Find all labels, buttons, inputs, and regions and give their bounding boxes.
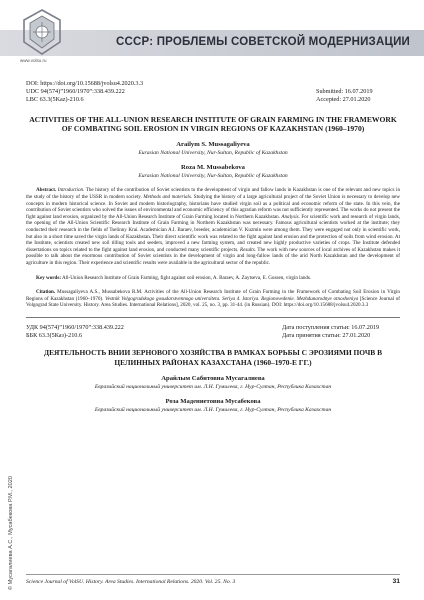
results-label: Results. [239,246,256,253]
methods-label: Methods and materials. [143,194,193,201]
copyright-sidebar [6,440,16,590]
copyright-text: © Мусагалиева А.С., Мусабекова Р.М., 2020 [8,476,14,590]
udc-ru: УДК 94(574)”1960/1970”:338.439.222 [26,323,124,331]
citation-rest[interactable]: [Science Journal of Volgograd State University. History. Area Studies. International Relations], 2020, vol. 25, no. 3, pp. 31-44. (in Russian). DOI: https://doi.org/10.15688/jvolsu4.2020.3.3 [26,295,400,309]
meta-ru [26,324,400,340]
analysis-label: Analysis. [281,213,300,220]
author-name-ru: Роза Мадениетовна Мусабекова [165,398,261,406]
meta-en [26,80,400,105]
keywords-label: Key words: [36,274,62,281]
section-title: СССР: ПРОБЛЕМЫ СОВЕТСКОЙ МОДЕРНИЗАЦИИ [116,36,410,48]
methods-text: Studying the history of a large agricultural project of the Soviet Union is necessary to develop new concepts in modern historical science. In Soviet and modern historiography, historians have studied virgin soil as a political and economic reform of the state. In this vein, the contribution of Soviet scientists who solved the issues of environmental and economic efficiency of this agrarian reform was not sufficiently represented. The works do not present the fight against land erosion, organized by the All-Union Research Institute of Grain Farming located in Northern Kazakhstan. [26,194,400,220]
page-footer [26,578,400,585]
intro-label: Introduction. [57,187,85,194]
author-affiliation-ru: Евразийский национальный университет им. Л.Н. Гумилева, г. Нур-Султан, Республика Казахстан [94,384,332,391]
author-affiliation-en: Eurasian National University, Nur-Sultan, Republic of Kazakhstan [138,150,288,157]
author-name-ru: Арайлым Сабитовна Мусагалиева [161,375,265,383]
article-content [26,80,400,413]
submitted-ru: Дата поступления статьи: 16.07.2019 [282,323,380,331]
university-logo-icon [20,8,64,58]
citation-label: Citation. [36,289,56,296]
intro-text: The history of the contribution of Soviet scientists to the development of virgin and fallow lands in Kazakhstan is one of the relevant and new topics in the study of the history of the USSR in modern society. [26,187,400,201]
author-name-en: Roza M. Mussabekova [181,164,245,172]
accepted-ru: Дата принятия статьи: 27.01.2020 [282,332,371,340]
section-divider [26,317,400,318]
journal-header [0,0,424,62]
accepted-en: Accepted: 27.01.2020 [316,96,371,104]
abstract [26,187,400,266]
lbc-ru: ББК 63.3(5Каз)-210.6 [26,332,83,340]
article-title-en: ACTIVITIES OF THE ALL-UNION RESEARCH INSTITUTE OF GRAIN FARMING IN THE FRAMEWORK OF COMBATING SOIL EROSION IN VIRGIN REGIONS OF KAZAKHSTAN (1960–1970) [29,114,397,134]
footer-rule [26,574,400,575]
udc-en: UDC 94(574)”1960/1970”:338.439.222 [26,88,125,96]
doi-en[interactable]: DOI: https://doi.org/10.15688/jvolsu4.2020.3.3 [26,80,144,87]
abstract-label: Abstract. [36,187,57,194]
author-affiliation-ru: Евразийский национальный университет им. Л.Н. Гумилева, г. Нур-Султан, Республика Казахстан [94,407,332,414]
footer-journal: Science Journal of VolSU. History. Area Studies. International Relations. 2020. Vol. 25. No. 3 [26,579,236,585]
lbc-en: LBC 63.3(5Kaz)-210.6 [26,96,84,104]
citation-authors: Mussagaliyeva A.S., Mussabekova R.M. Activities of the All-Union Research Institute of Grain Farming in the Framework of Combating Soil Erosion in Virgin Regions of Kazakhstan (1960–1970). [26,289,400,302]
analysis-text: For scientific work and research of virgin lands, the opening of the All-Union Scientific Research Institute of Grain Farming in Northern Kazakhstan was necessary. Famous agricultural scientists worked at the institute; they conducted their research in the fields of Tselinny Krai. Academician A.I. Baraev, breeder, academician V. Kuzmin were among them. They were engaged not only in scientific work, but also in a short time saved the virgin lands of Kazakhstan. Their direct scientific work was related to the fight against land erosion and the protection of soils from wind erosion. At the Institute, scientists created new soil tilling tools and seeders, improved a new farming system, and created new highly productive varieties of crops. The Institute defended dissertations on topics related to the fight against land erosion, and conducted many scientific projects. [26,213,400,253]
submitted-en: Submitted: 16.07.2019 [316,88,373,96]
citation-journal: Vestnik Volgogradskogo gosudarstvennogo universiteta. Seriya 4. Istoriya. Regionovedenie. Mezhdunarodnye otnosheniya [105,295,359,302]
results-text: The work with new sources of local archives of Kazakhstan makes it possible to talk about the enormous contribution of Soviet scientists in the development of virgin and long-fallow lands of the arid North Kazakhstan and the development of agriculture in this region. Their experience and scientific results were available in the agricultural sector of the republic. [26,246,400,266]
author-affiliation-en: Eurasian National University, Nur-Sultan, Republic of Kazakhstan [138,173,288,180]
page-number: 31 [392,578,400,585]
article-title-ru: ДЕЯТЕЛЬНОСТЬ ВНИИ ЗЕРНОВОГО ХОЗЯЙСТВА В РАМКАХ БОРЬБЫ С ЭРОЗИЯМИ ПОЧВ В ЦЕЛИННЫХ РАЙОНАХ КАЗАХСТАНА (1960–1970-Е ГГ.) [43,348,383,367]
keywords-text: All-Union Research Institute of Grain Farming, fight against soil erosion, A. Baraev, A. Zaytseva, E. Gossen, virgin lands. [62,274,312,281]
citation [26,289,400,309]
header-url[interactable]: www.volsu.ru [20,58,47,63]
author-name-en: Arailym S. Mussagaliyeva [176,141,250,149]
keywords [26,275,400,282]
